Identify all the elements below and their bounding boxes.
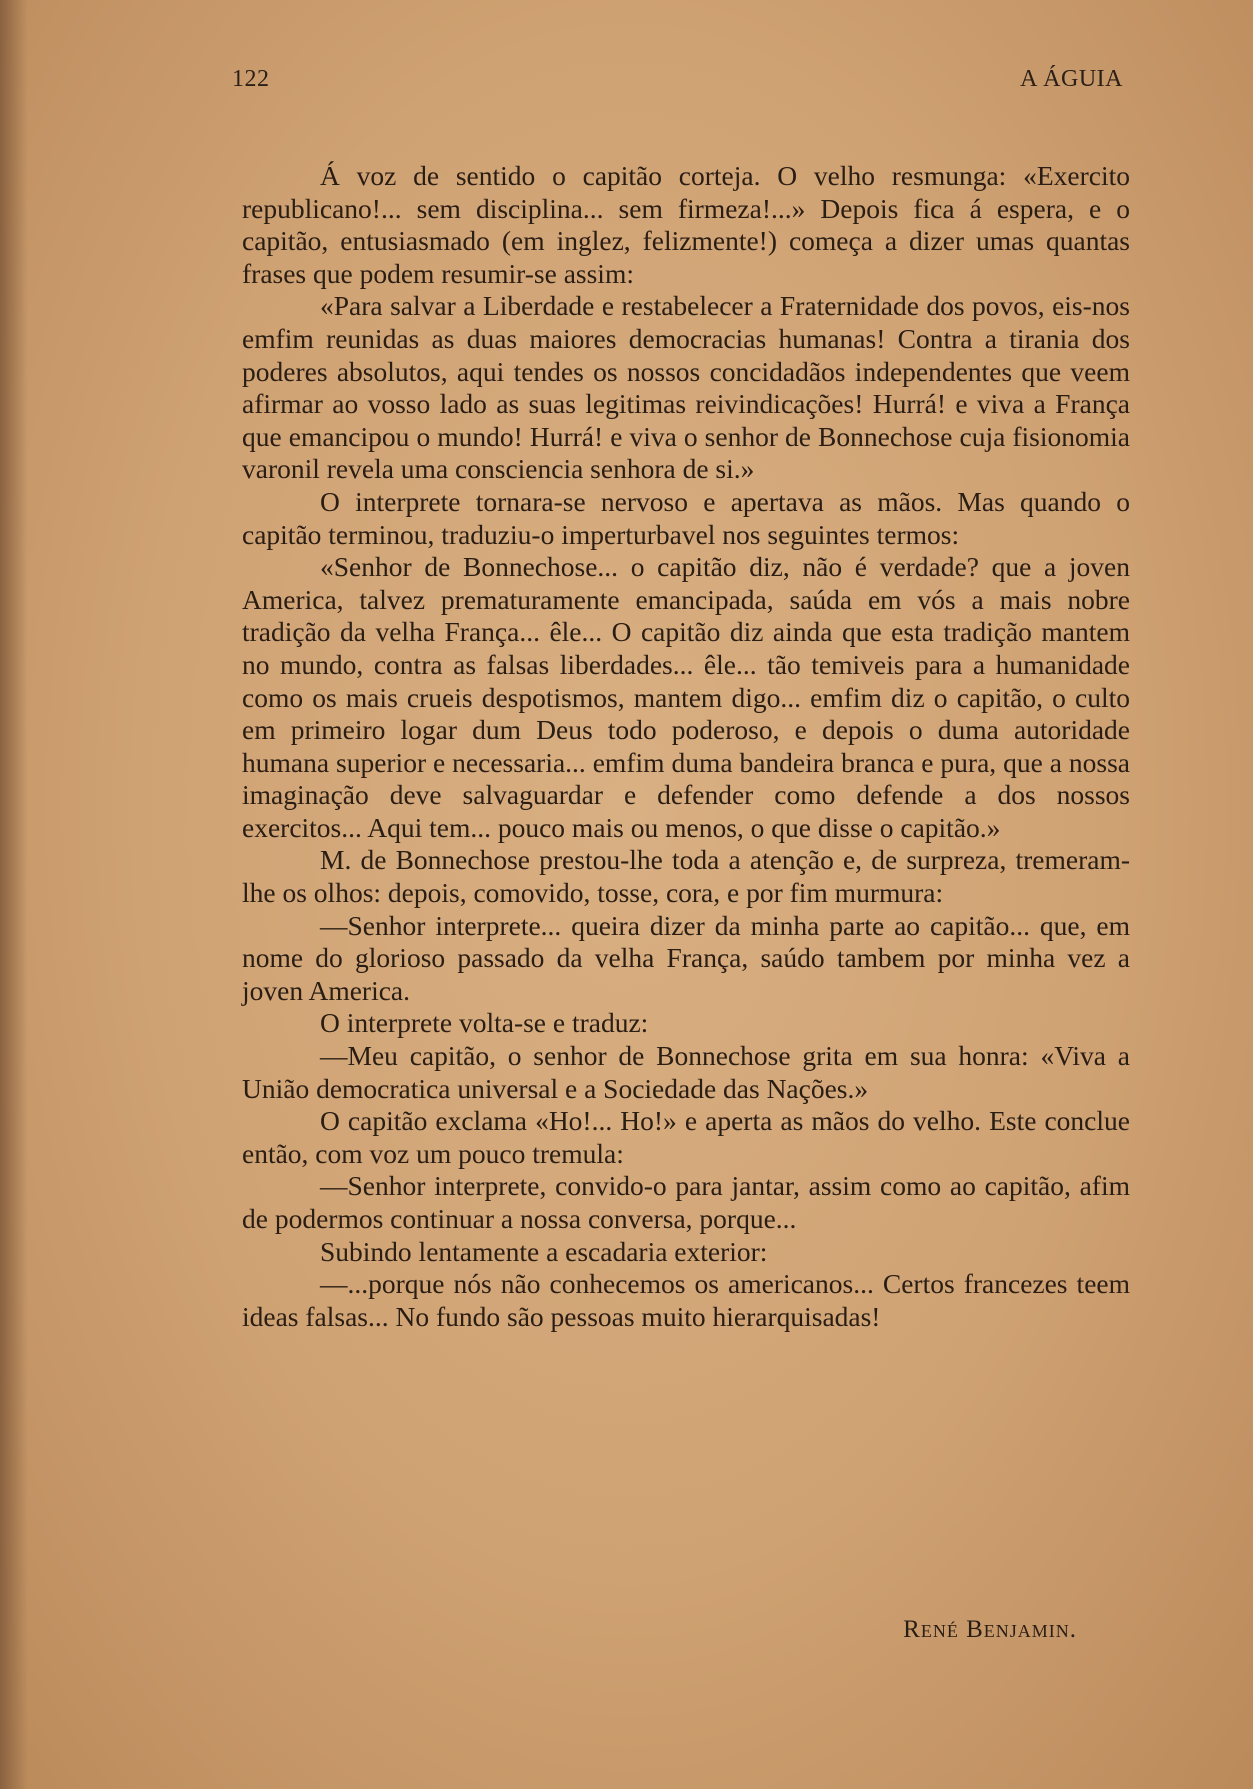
paragraph: O interprete volta-se e traduz: bbox=[320, 1007, 649, 1039]
running-head bbox=[232, 66, 1123, 93]
paragraph: O interprete tornara-se nervoso e apertava as mãos. Mas quando o capitão terminou, traduziu-o imperturbavel nos seguintes termos: bbox=[242, 485, 1130, 550]
paragraph: «Senhor de Bonnechose... o capitão diz, não é verdade? que a joven America, talvez prematuramente emancipada, saúda em vós a mais nobre tradição da velha França... êle... O capitão diz ainda que esta tradição mantem no mundo, contra as falsas liberdades... êle... tão temiveis para a humanidade como os mais crueis despotismos, mantem digo... emfim diz o capitão, o culto em primeiro logar dum Deus todo poderoso, e depois o duma autoridade humana superior e necessaria... emfim duma bandeira branca e pura, que a nossa imaginação deve salvaguardar e defender como defende a dos nossos exercitos... Aqui tem... pouco mais ou menos, o que disse o capitão.» bbox=[242, 551, 1130, 843]
paragraph: —Meu capitão, o senhor de Bonnechose grita em sua honra: «Viva a União democratica universal e a Sociedade das Nações.» bbox=[242, 1040, 1130, 1104]
paragraph: Á voz de sentido o capitão corteja. O velho resmunga: «Exercito republicano!... sem disciplina... sem firmeza!...» Depois fica á espera, e o capitão, entusiasmado (em inglez, felizmente!) começa a dizer umas quantas frases que podem resumir-se assim: bbox=[242, 160, 1130, 289]
article-body bbox=[242, 160, 1130, 1333]
paragraph: —Senhor interprete... queira dizer da minha parte ao capitão... que, em nome do glorioso passado da velha França, saúdo tambem por minha vez a joven America. bbox=[242, 909, 1130, 1006]
journal-title: A ÁGUIA bbox=[1020, 66, 1123, 92]
paragraph: O capitão exclama «Ho!... Ho!» e aperta as mãos do velho. Este conclue então, com voz um pouco tremula: bbox=[242, 1105, 1130, 1169]
paragraph: «Para salvar a Liberdade e restabelecer a Fraternidade dos povos, eis-nos emfim reunidas as duas maiores democracias humanas! Contra a tirania dos poderes absolutos, aqui tendes os nossos concidadãos independentes que veem afirmar ao vosso lado as suas legitimas reivindicações! Hurrá! e viva a França que emancipou o mundo! Hurrá! e viva o senhor de Bonnechose cuja fisionomia varonil revela uma consciencia senhora de si.» bbox=[242, 290, 1130, 485]
page-number: 122 bbox=[232, 66, 270, 92]
paragraph: —...porque nós não conhecemos os americanos... Certos francezes teem ideas falsas... No fundo são pessoas muito hierarquisadas! bbox=[242, 1268, 1130, 1332]
author-signature: René Benjamin. bbox=[903, 1616, 1077, 1643]
paragraph: M. de Bonnechose prestou-lhe toda a atenção e, de surpreza, tremeram-lhe os olhos: depois, comovido, tosse, cora, e por fim murmura: bbox=[242, 844, 1130, 909]
paragraph: —Senhor interprete, convido-o para jantar, assim como ao capitão, afim de podermos continuar a nossa conversa, porque... bbox=[242, 1170, 1130, 1234]
paragraph: Subindo lentamente a escadaria exterior: bbox=[320, 1235, 768, 1267]
